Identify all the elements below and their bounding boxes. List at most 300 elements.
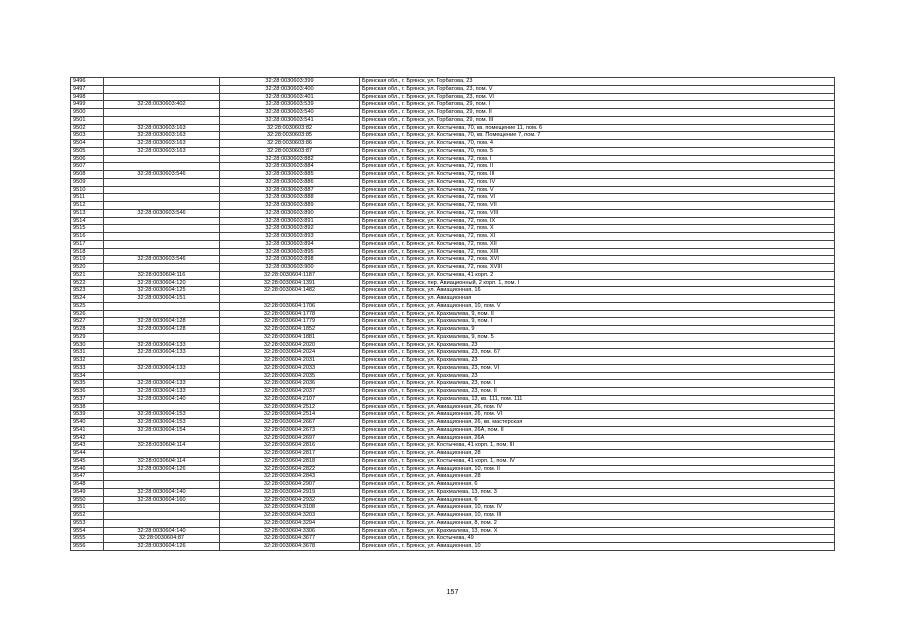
row-number-cell: 9542	[71, 434, 104, 442]
address-cell: Брянская обл., г. Брянск, ул. Авиационная, 8, пом. 2	[360, 519, 835, 527]
parcel-number-cell	[104, 264, 220, 272]
row-number-cell: 9526	[71, 310, 104, 318]
row-number-cell: 9543	[71, 442, 104, 450]
table-row	[71, 155, 835, 163]
row-number-cell: 9549	[71, 488, 104, 496]
cadastral-number-cell: 32:28:0030603:895	[220, 248, 360, 256]
table-row	[71, 163, 835, 171]
address-cell: Брянская обл., г. Брянск, ул. Костычева, 49	[360, 535, 835, 543]
row-number-cell: 9556	[71, 543, 104, 551]
address-cell: Брянская обл., г. Брянск, ул. Авиационная, 6	[360, 496, 835, 504]
address-cell: Брянская обл., г. Брянск, ул. Костычева, 72, пом. VII	[360, 202, 835, 210]
row-number-cell: 9527	[71, 318, 104, 326]
table-row	[71, 186, 835, 194]
row-number-cell: 9552	[71, 512, 104, 520]
cadastral-number-cell: 32:28:0030604:2919	[220, 488, 360, 496]
parcel-number-cell: 32:28:0030604:140	[104, 488, 220, 496]
cadastral-number-cell: 32:28:0030604:2697	[220, 434, 360, 442]
address-cell: Брянская обл., г. Брянск, ул. Костычева, 72, пом. XI	[360, 233, 835, 241]
cadastral-number-cell: 32:28:0030603:82	[220, 124, 360, 132]
row-number-cell: 9547	[71, 473, 104, 481]
row-number-cell: 9528	[71, 326, 104, 334]
row-number-cell: 9533	[71, 364, 104, 372]
address-cell: Брянская обл., г. Брянск, ул. Крахмалева, 13, пом. X	[360, 527, 835, 535]
table-row	[71, 395, 835, 403]
cadastral-number-cell: 32:28:0030603:898	[220, 256, 360, 264]
parcel-number-cell: 32:28:0030603:163	[104, 140, 220, 148]
parcel-number-cell	[104, 202, 220, 210]
table-row	[71, 124, 835, 132]
address-cell: Брянская обл., г. Брянск, ул. Крахмалева, 23, пом. 67	[360, 349, 835, 357]
address-cell: Брянская обл., г. Брянск, ул. Авиационная, 26, пом. IV	[360, 403, 835, 411]
address-cell: Брянская обл., г. Брянск, ул. Горбатова, 29, пом. III	[360, 116, 835, 124]
address-cell: Брянская обл., г. Брянск, ул. Костычева, 72, пом. XVI	[360, 256, 835, 264]
cadastral-number-cell: 32:28:0030603:887	[220, 186, 360, 194]
address-cell: Брянская обл., г. Брянск, ул. Авиационная, 10, пом. IV	[360, 504, 835, 512]
parcel-number-cell: 32:28:0030604:153	[104, 419, 220, 427]
address-cell: Брянская обл., г. Брянск, ул. Костычева, 72, пом. XIII	[360, 248, 835, 256]
cadastral-number-cell: 32:28:0030604:2673	[220, 426, 360, 434]
table-row	[71, 202, 835, 210]
parcel-number-cell	[104, 116, 220, 124]
parcel-number-cell: 32:28:0030603:163	[104, 147, 220, 155]
table-row	[71, 326, 835, 334]
table-row	[71, 403, 835, 411]
cadastral-number-cell: 32:28:0030604:1778	[220, 310, 360, 318]
address-cell: Брянская обл., г. Брянск, ул. Костычева, 72, пом. I	[360, 155, 835, 163]
cadastral-number-cell: 32:28:0030604:2020	[220, 341, 360, 349]
address-cell: Брянская обл., г. Брянск, ул. Костычева, 72, пом. IX	[360, 217, 835, 225]
address-cell: Брянская обл., г. Брянск, ул. Крахмалева, 13, кв. 111, пом. 111	[360, 395, 835, 403]
table-row	[71, 535, 835, 543]
cadastral-number-cell: 32:28:0030604:1881	[220, 333, 360, 341]
row-number-cell: 9550	[71, 496, 104, 504]
address-cell: Брянская обл., г. Брянск, ул. Горбатова, 29, пом. I	[360, 101, 835, 109]
table-row	[71, 504, 835, 512]
parcel-number-cell: 32:28:0030604:133	[104, 364, 220, 372]
parcel-number-cell: 32:28:0030604:87	[104, 535, 220, 543]
table-row	[71, 434, 835, 442]
table-row	[71, 318, 835, 326]
parcel-number-cell	[104, 186, 220, 194]
row-number-cell: 9522	[71, 279, 104, 287]
address-cell: Брянская обл., г. Брянск, ул. Костычева, 72, пом. V	[360, 186, 835, 194]
cadastral-number-cell: 32:28:0030603:889	[220, 202, 360, 210]
address-cell: Брянская обл., г. Брянск, ул. Костычева, 70, пом. 5	[360, 147, 835, 155]
row-number-cell: 9510	[71, 186, 104, 194]
row-number-cell: 9554	[71, 527, 104, 535]
cadastral-number-cell: 32:28:0030604:1779	[220, 318, 360, 326]
address-cell: Брянская обл., г. Брянск, ул. Костычева, 72, пом. VI	[360, 194, 835, 202]
parcel-number-cell	[104, 302, 220, 310]
row-number-cell: 9496	[71, 78, 104, 86]
cadastral-number-cell: 32:28:0030604:1852	[220, 326, 360, 334]
table-row	[71, 380, 835, 388]
parcel-number-cell: 32:28:0030604:133	[104, 388, 220, 396]
address-cell: Брянская обл., г. Брянск, ул. Крахмалева, 23, пом. II	[360, 388, 835, 396]
cadastral-number-cell: 32:28:0030604:2818	[220, 457, 360, 465]
cadastral-number-cell: 32:28:0030604:2514	[220, 411, 360, 419]
table-row	[71, 264, 835, 272]
table-row	[71, 457, 835, 465]
cadastral-number-cell: 32:28:0030604:1482	[220, 287, 360, 295]
row-number-cell: 9515	[71, 225, 104, 233]
table-row	[71, 101, 835, 109]
parcel-number-cell	[104, 163, 220, 171]
table-row	[71, 450, 835, 458]
address-cell: Брянская обл., г. Брянск, ул. Авиационная, 28	[360, 450, 835, 458]
address-cell: Брянская обл., г. Брянск, ул. Костычева, 41 корп. 2	[360, 271, 835, 279]
row-number-cell: 9499	[71, 101, 104, 109]
row-number-cell: 9512	[71, 202, 104, 210]
table-row	[71, 194, 835, 202]
address-cell: Брянская обл., г. Брянск, ул. Авиационная, 10	[360, 543, 835, 551]
row-number-cell: 9545	[71, 457, 104, 465]
parcel-number-cell	[104, 372, 220, 380]
row-number-cell: 9555	[71, 535, 104, 543]
parcel-number-cell	[104, 403, 220, 411]
table-row	[71, 78, 835, 86]
parcel-number-cell	[104, 473, 220, 481]
cadastral-number-cell: 32:28:0030604:2817	[220, 450, 360, 458]
address-cell: Брянская обл., г. Брянск, ул. Крахмалева, 23	[360, 372, 835, 380]
parcel-number-cell: 32:28:0030604:140	[104, 395, 220, 403]
parcel-number-cell	[104, 434, 220, 442]
table-row	[71, 333, 835, 341]
table-row	[71, 178, 835, 186]
table-row	[71, 93, 835, 101]
row-number-cell: 9500	[71, 109, 104, 117]
parcel-number-cell: 32:28:0030603:163	[104, 124, 220, 132]
table-row	[71, 426, 835, 434]
table-row	[71, 543, 835, 551]
table-row	[71, 240, 835, 248]
row-number-cell: 9517	[71, 240, 104, 248]
address-cell: Брянская обл., г. Брянск, ул. Авиационная, 28	[360, 473, 835, 481]
cadastral-number-cell: 32:28:0030603:86	[220, 140, 360, 148]
cadastral-number-cell: 32:28:0030604:2822	[220, 465, 360, 473]
parcel-number-cell	[104, 481, 220, 489]
row-number-cell: 9546	[71, 465, 104, 473]
table-row	[71, 465, 835, 473]
row-number-cell: 9509	[71, 178, 104, 186]
row-number-cell: 9504	[71, 140, 104, 148]
cadastral-number-cell: 32:28:0030604:2107	[220, 395, 360, 403]
cadastral-number-cell: 32:28:0030603:541	[220, 116, 360, 124]
parcel-number-cell: 32:28:0030603:546	[104, 256, 220, 264]
row-number-cell: 9539	[71, 411, 104, 419]
row-number-cell: 9513	[71, 209, 104, 217]
parcel-number-cell	[104, 217, 220, 225]
row-number-cell: 9536	[71, 388, 104, 396]
table-row	[71, 372, 835, 380]
cadastral-number-cell: 32:28:0030603:401	[220, 93, 360, 101]
address-cell: Брянская обл., г. Брянск, ул. Костычева, 70, кв. Помещение 7, пом. 7	[360, 132, 835, 140]
parcel-number-cell: 32:28:0030604:153	[104, 411, 220, 419]
cadastral-number-cell: 32:28:0030603:882	[220, 155, 360, 163]
table-row	[71, 519, 835, 527]
address-cell: Брянская обл., г. Брянск, ул. Авиационная	[360, 295, 835, 303]
address-cell: Брянская обл., г. Брянск, ул. Крахмалева, 23	[360, 341, 835, 349]
row-number-cell: 9530	[71, 341, 104, 349]
table-row	[71, 488, 835, 496]
cadastral-number-cell: 32:28:0030603:885	[220, 171, 360, 179]
parcel-number-cell	[104, 194, 220, 202]
row-number-cell: 9501	[71, 116, 104, 124]
table-row	[71, 248, 835, 256]
address-cell: Брянская обл., г. Брянск, ул. Костычева, 72, пом. X	[360, 225, 835, 233]
parcel-number-cell	[104, 109, 220, 117]
table-row	[71, 388, 835, 396]
parcel-number-cell	[104, 512, 220, 520]
property-registry-table	[70, 77, 835, 551]
table-row	[71, 217, 835, 225]
address-cell: Брянская обл., г. Брянск, ул. Авиационная, 10, пом. V	[360, 302, 835, 310]
address-cell: Брянская обл., г. Брянск, ул. Авиационная, 26, пом. VI	[360, 411, 835, 419]
cadastral-number-cell: 32:28:0030603:886	[220, 178, 360, 186]
parcel-number-cell	[104, 519, 220, 527]
cadastral-number-cell: 32:28:0030604:1187	[220, 271, 360, 279]
parcel-number-cell: 32:28:0030604:151	[104, 295, 220, 303]
cadastral-number-cell: 32:28:0030604:3678	[220, 543, 360, 551]
cadastral-number-cell: 32:28:0030604:2035	[220, 372, 360, 380]
table-row	[71, 302, 835, 310]
parcel-number-cell: 32:28:0030604:126	[104, 543, 220, 551]
parcel-number-cell: 32:28:0030603:163	[104, 132, 220, 140]
parcel-number-cell	[104, 233, 220, 241]
table-row	[71, 209, 835, 217]
address-cell: Брянская обл., г. Брянск, ул. Авиационная, 6	[360, 481, 835, 489]
parcel-number-cell: 32:28:0030604:160	[104, 496, 220, 504]
address-cell: Брянская обл., г. Брянск, ул. Горбатова, 29, пом. II	[360, 109, 835, 117]
table-row	[71, 364, 835, 372]
row-number-cell: 9498	[71, 93, 104, 101]
cadastral-number-cell: 32:28:0030604:2037	[220, 388, 360, 396]
address-cell: Брянская обл., г. Брянск, ул. Костычева, 41 корп. 1, пом. IV	[360, 457, 835, 465]
row-number-cell: 9548	[71, 481, 104, 489]
parcel-number-cell	[104, 155, 220, 163]
parcel-number-cell	[104, 225, 220, 233]
row-number-cell: 9541	[71, 426, 104, 434]
cadastral-number-cell: 32:28:0030604:1391	[220, 279, 360, 287]
row-number-cell: 9540	[71, 419, 104, 427]
table-row	[71, 85, 835, 93]
cadastral-number-cell: 32:28:0030604:2024	[220, 349, 360, 357]
address-cell: Брянская обл., г. Брянск, ул. Костычева, 72, пом. III	[360, 171, 835, 179]
cadastral-number-cell: 32:28:0030604:2932	[220, 496, 360, 504]
table-row	[71, 341, 835, 349]
address-cell: Брянская обл., г. Брянск, ул. Горбатова, 23	[360, 78, 835, 86]
cadastral-number-cell: 32:28:0030603:400	[220, 85, 360, 93]
row-number-cell: 9534	[71, 372, 104, 380]
address-cell: Брянская обл., г. Брянск, ул. Авиационная, 26А, пом. II	[360, 426, 835, 434]
parcel-number-cell	[104, 357, 220, 365]
row-number-cell: 9523	[71, 287, 104, 295]
parcel-number-cell	[104, 310, 220, 318]
address-cell: Брянская обл., г. Брянск, ул. Костычева, 72, пом. XVIII	[360, 264, 835, 272]
row-number-cell: 9551	[71, 504, 104, 512]
parcel-number-cell: 32:28:0030604:114	[104, 457, 220, 465]
address-cell: Брянская обл., г. Брянск, ул. Крахмалева, 9, пом. I	[360, 318, 835, 326]
cadastral-number-cell: 32:28:0030603:900	[220, 264, 360, 272]
parcel-number-cell	[104, 248, 220, 256]
parcel-number-cell: 32:28:0030604:120	[104, 279, 220, 287]
table-row	[71, 473, 835, 481]
row-number-cell: 9532	[71, 357, 104, 365]
parcel-number-cell: 32:28:0030604:128	[104, 326, 220, 334]
table-row	[71, 140, 835, 148]
address-cell: Брянская обл., г. Брянск, ул. Крахмалева, 9, пом. 5	[360, 333, 835, 341]
parcel-number-cell: 32:28:0030604:126	[104, 465, 220, 473]
parcel-number-cell: 32:28:0030603:546	[104, 209, 220, 217]
address-cell: Брянская обл., г. Брянск, ул. Крахмалева, 23, пом. VI	[360, 364, 835, 372]
address-cell: Брянская обл., г. Брянск, ул. Крахмалева, 9	[360, 326, 835, 334]
address-cell: Брянская обл., г. Брянск, пер. Авиационный, 2 корп. 1, пом. I	[360, 279, 835, 287]
address-cell: Брянская обл., г. Брянск, ул. Костычева, 72, пом. XII	[360, 240, 835, 248]
parcel-number-cell: 32:28:0030604:125	[104, 287, 220, 295]
parcel-number-cell	[104, 450, 220, 458]
cadastral-number-cell	[220, 295, 360, 303]
table-row	[71, 411, 835, 419]
table-row	[71, 481, 835, 489]
cadastral-number-cell: 32:28:0030604:1706	[220, 302, 360, 310]
row-number-cell: 9521	[71, 271, 104, 279]
cadastral-number-cell: 32:28:0030604:2036	[220, 380, 360, 388]
parcel-number-cell: 32:28:0030604:114	[104, 442, 220, 450]
cadastral-number-cell: 32:28:0030603:891	[220, 217, 360, 225]
cadastral-number-cell: 32:28:0030604:2667	[220, 419, 360, 427]
table-row	[71, 295, 835, 303]
address-cell: Брянская обл., г. Брянск, ул. Горбатова, 23, пом. V	[360, 85, 835, 93]
row-number-cell: 9505	[71, 147, 104, 155]
table-row	[71, 171, 835, 179]
row-number-cell: 9507	[71, 163, 104, 171]
row-number-cell: 9538	[71, 403, 104, 411]
table-row	[71, 233, 835, 241]
address-cell: Брянская обл., г. Брянск, ул. Костычева, 72, пом. IV	[360, 178, 835, 186]
table-row	[71, 279, 835, 287]
table-row	[71, 116, 835, 124]
table-body	[71, 78, 835, 551]
address-cell: Брянская обл., г. Брянск, ул. Горбатова, 23, пом. VI	[360, 93, 835, 101]
address-cell: Брянская обл., г. Брянск, ул. Костычева, 72, пом. VIII	[360, 209, 835, 217]
address-cell: Брянская обл., г. Брянск, ул. Крахмалева, 9, пом. II	[360, 310, 835, 318]
row-number-cell: 9518	[71, 248, 104, 256]
row-number-cell: 9514	[71, 217, 104, 225]
row-number-cell: 9525	[71, 302, 104, 310]
cadastral-number-cell: 32:28:0030604:2843	[220, 473, 360, 481]
row-number-cell: 9508	[71, 171, 104, 179]
address-cell: Брянская обл., г. Брянск, ул. Крахмалева, 23, пом. I	[360, 380, 835, 388]
table-row	[71, 496, 835, 504]
cadastral-number-cell: 32:28:0030603:888	[220, 194, 360, 202]
table-row	[71, 349, 835, 357]
row-number-cell: 9503	[71, 132, 104, 140]
table-row	[71, 512, 835, 520]
address-cell: Брянская обл., г. Брянск, ул. Крахмалева, 23	[360, 357, 835, 365]
cadastral-number-cell: 32:28:0030604:3306	[220, 527, 360, 535]
cadastral-number-cell: 32:28:0030603:890	[220, 209, 360, 217]
row-number-cell: 9511	[71, 194, 104, 202]
table-row	[71, 287, 835, 295]
address-cell: Брянская обл., г. Брянск, ул. Костычева, 72, пом. II	[360, 163, 835, 171]
parcel-number-cell	[104, 93, 220, 101]
row-number-cell: 9497	[71, 85, 104, 93]
cadastral-number-cell: 32:28:0030604:2907	[220, 481, 360, 489]
parcel-number-cell: 32:28:0030604:133	[104, 380, 220, 388]
cadastral-number-cell: 32:28:0030603:892	[220, 225, 360, 233]
table-row	[71, 527, 835, 535]
cadastral-number-cell: 32:28:0030603:539	[220, 101, 360, 109]
address-cell: Брянская обл., г. Брянск, ул. Авиационная, 26, кв. мастерская	[360, 419, 835, 427]
parcel-number-cell: 32:28:0030604:116	[104, 271, 220, 279]
table-row	[71, 271, 835, 279]
parcel-number-cell: 32:28:0030604:154	[104, 426, 220, 434]
table-row	[71, 132, 835, 140]
row-number-cell: 9519	[71, 256, 104, 264]
cadastral-number-cell: 32:28:0030604:3108	[220, 504, 360, 512]
address-cell: Брянская обл., г. Брянск, ул. Авиационная, 10, пом. II	[360, 465, 835, 473]
row-number-cell: 9537	[71, 395, 104, 403]
row-number-cell: 9502	[71, 124, 104, 132]
row-number-cell: 9531	[71, 349, 104, 357]
cadastral-number-cell: 32:28:0030604:3203	[220, 512, 360, 520]
row-number-cell: 9520	[71, 264, 104, 272]
parcel-number-cell	[104, 333, 220, 341]
address-cell: Брянская обл., г. Брянск, ул. Авиационная, 16	[360, 287, 835, 295]
address-cell: Брянская обл., г. Брянск, ул. Костычева, 70, пом. 4	[360, 140, 835, 148]
table-row	[71, 419, 835, 427]
parcel-number-cell: 32:28:0030603:402	[104, 101, 220, 109]
row-number-cell: 9535	[71, 380, 104, 388]
row-number-cell: 9553	[71, 519, 104, 527]
address-cell: Брянская обл., г. Брянск, ул. Авиационная, 26А	[360, 434, 835, 442]
row-number-cell: 9524	[71, 295, 104, 303]
row-number-cell: 9516	[71, 233, 104, 241]
cadastral-number-cell: 32:28:0030604:2816	[220, 442, 360, 450]
table-row	[71, 225, 835, 233]
parcel-number-cell	[104, 504, 220, 512]
parcel-number-cell	[104, 178, 220, 186]
parcel-number-cell	[104, 78, 220, 86]
parcel-number-cell	[104, 85, 220, 93]
table-row	[71, 310, 835, 318]
table-row	[71, 442, 835, 450]
row-number-cell: 9506	[71, 155, 104, 163]
cadastral-number-cell: 32:28:0030603:87	[220, 147, 360, 155]
cadastral-number-cell: 32:28:0030604:3677	[220, 535, 360, 543]
parcel-number-cell: 32:28:0030604:140	[104, 527, 220, 535]
cadastral-number-cell: 32:28:0030604:2033	[220, 364, 360, 372]
cadastral-number-cell: 32:28:0030603:399	[220, 78, 360, 86]
cadastral-number-cell: 32:28:0030604:2512	[220, 403, 360, 411]
parcel-number-cell: 32:28:0030604:133	[104, 341, 220, 349]
cadastral-number-cell: 32:28:0030603:540	[220, 109, 360, 117]
cadastral-number-cell: 32:28:0030603:85	[220, 132, 360, 140]
table-row	[71, 357, 835, 365]
parcel-number-cell: 32:28:0030603:546	[104, 171, 220, 179]
address-cell: Брянская обл., г. Брянск, ул. Авиационная, 10, пом. III	[360, 512, 835, 520]
address-cell: Брянская обл., г. Брянск, ул. Костычева, 41 корп. 1, пом. III	[360, 442, 835, 450]
parcel-number-cell	[104, 240, 220, 248]
cadastral-number-cell: 32:28:0030603:894	[220, 240, 360, 248]
parcel-number-cell: 32:28:0030604:128	[104, 318, 220, 326]
table-row	[71, 109, 835, 117]
cadastral-number-cell: 32:28:0030604:2031	[220, 357, 360, 365]
cadastral-number-cell: 32:28:0030603:884	[220, 163, 360, 171]
page-number: 157	[446, 589, 459, 596]
cadastral-number-cell: 32:28:0030604:3294	[220, 519, 360, 527]
